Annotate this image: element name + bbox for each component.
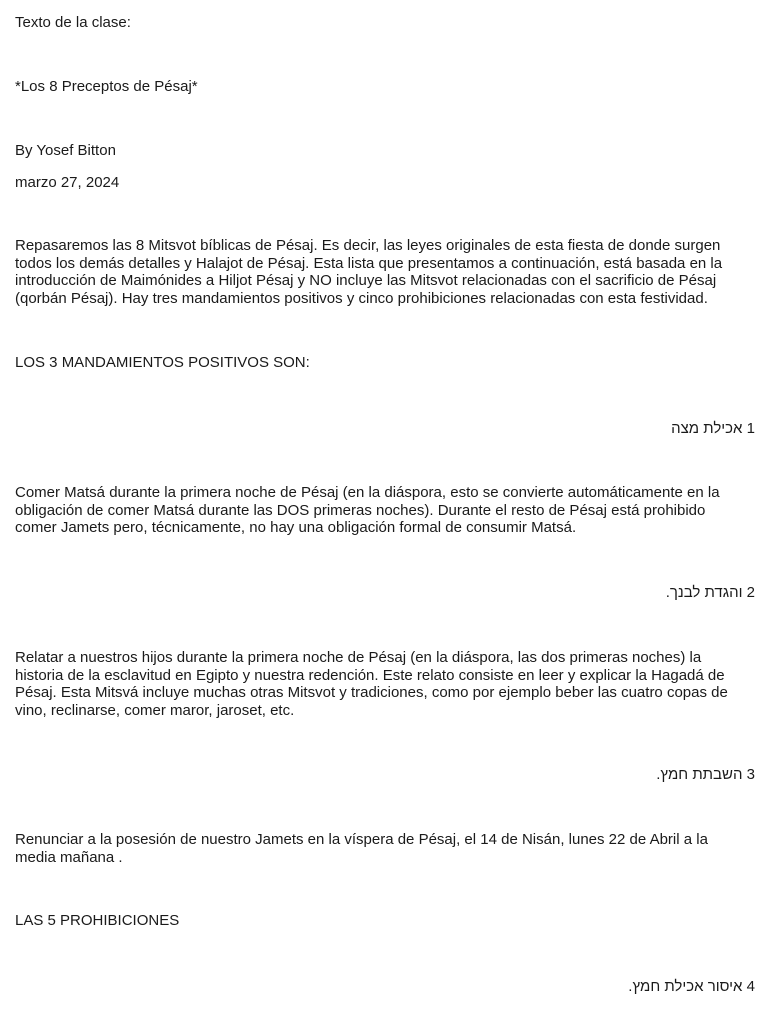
intro-line: todos los demás detalles y Halajot de Pésaj. Esta lista que presentamos a continuación, está basada en la: [15, 254, 723, 272]
item2-line: vino, reclinarse, comer maror, jaroset, etc.: [15, 701, 295, 719]
item1-line: Comer Matsá durante la primera noche de Pésaj (en la diáspora, esto se convierte automáticamente en la: [15, 484, 720, 501]
item4-heading: 4 איסור אכילת חמץ.: [628, 978, 755, 995]
item3-paragraph: [15, 831, 755, 866]
positive-commandments-heading: LOS 3 MANDAMIENTOS POSITIVOS SON:: [15, 354, 310, 371]
item3-heading: 3 השבתת חמץ.: [656, 766, 755, 783]
item3-line: media mañana .: [15, 848, 123, 866]
item2-paragraph: [15, 649, 755, 719]
class-text-label: Texto de la clase:: [15, 14, 131, 31]
prohibitions-heading: LAS 5 PROHIBICIONES: [15, 912, 180, 929]
intro-line: (qorbán Pésaj). Hay tres mandamientos positivos y cinco prohibiciones relacionadas con esta festividad.: [15, 289, 708, 307]
item2-heading: 2 והגדת לבנך.: [665, 584, 755, 601]
item1-heading: 1 אכילת מצה: [671, 420, 755, 437]
item1-line: comer Jamets pero, técnicamente, no hay una obligación formal de consumir Matsá.: [15, 519, 577, 537]
item2-line: Relatar a nuestros hijos durante la primera noche de Pésaj (en la diáspora, las dos primeras noches) la: [15, 649, 702, 666]
date-line: marzo 27, 2024: [15, 174, 120, 191]
intro-paragraph: [15, 237, 755, 307]
item1-paragraph: [15, 484, 755, 537]
item3-line: Renunciar a la posesión de nuestro Jamets en la víspera de Pésaj, el 14 de Nisán, lunes 22 de Abril a la: [15, 831, 708, 848]
intro-line: Repasaremos las 8 Mitsvot bíblicas de Pésaj. Es decir, las leyes originales de esta fiesta de donde surgen: [15, 237, 721, 254]
item2-line: Pésaj. Esta Mitsvá incluye muchas otras Mitsvot y tradiciones, como por ejemplo beber las cuatro copas de: [15, 684, 728, 702]
item2-line: historia de la esclavitud en Egipto y nuestra redención. Este relato consiste en leer y explicar la Hagadá de: [15, 666, 725, 684]
document-title: *Los 8 Preceptos de Pésaj*: [15, 78, 198, 95]
item1-line: obligación de comer Matsá durante las DOS primeras noches). Durante el resto de Pésaj está prohibido: [15, 501, 706, 519]
intro-line: introducción de Maimónides a Hiljot Pésaj y NO incluye las Mitsvot relacionadas con el sacrificio de Pésaj: [15, 272, 717, 290]
author-line: By Yosef Bitton: [15, 142, 116, 159]
